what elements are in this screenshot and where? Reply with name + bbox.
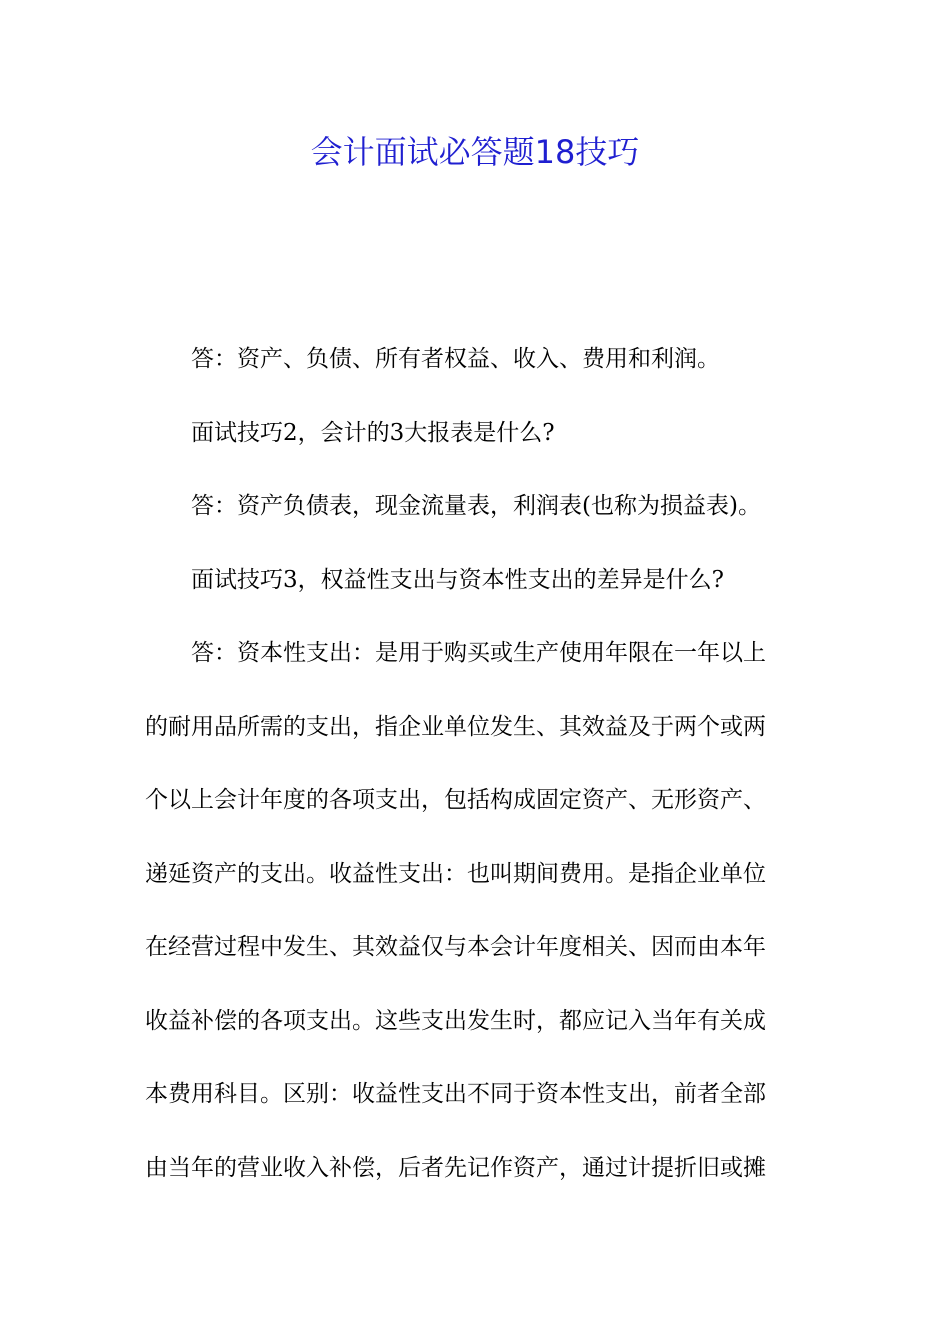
- paragraph-question-2: 面试技巧2，会计的3大报表是什么?: [191, 419, 555, 446]
- answer-line: 由当年的营业收入补偿，后者先记作资产，通过计提折旧或摊: [145, 1154, 766, 1181]
- answer-line: 在经营过程中发生、其效益仅与本会计年度相关、因而由本年: [145, 934, 766, 960]
- answer-line: 本费用科目。区别：收益性支出不同于资本性支出，前者全部: [145, 1081, 766, 1107]
- answer-line: 个以上会计年度的各项支出，包括构成固定资产、无形资产、: [145, 787, 766, 813]
- document-body: [145, 334, 805, 1216]
- paragraph-answer-1: 答：资产、负债、所有者权益、收入、费用和利润。: [191, 346, 720, 372]
- document-title: 会计面试必答题18技巧: [310, 133, 640, 171]
- paragraph-question-3: 面试技巧3，权益性支出与资本性支出的差异是什么?: [191, 566, 724, 593]
- answer-line: 收益补偿的各项支出。这些支出发生时，都应记入当年有关成: [145, 1007, 766, 1034]
- answer-line: 的耐用品所需的支出，指企业单位发生、其效益及于两个或两: [145, 713, 766, 740]
- answer-line: 递延资产的支出。收益性支出：也叫期间费用。是指企业单位: [145, 860, 766, 887]
- paragraph-answer-3: [145, 628, 805, 1193]
- paragraph-answer-2: 答：资产负债表，现金流量表，利润表(也称为损益表)。: [191, 493, 761, 519]
- answer-line: 答：资本性支出：是用于购买或生产使用年限在一年以上: [191, 640, 766, 666]
